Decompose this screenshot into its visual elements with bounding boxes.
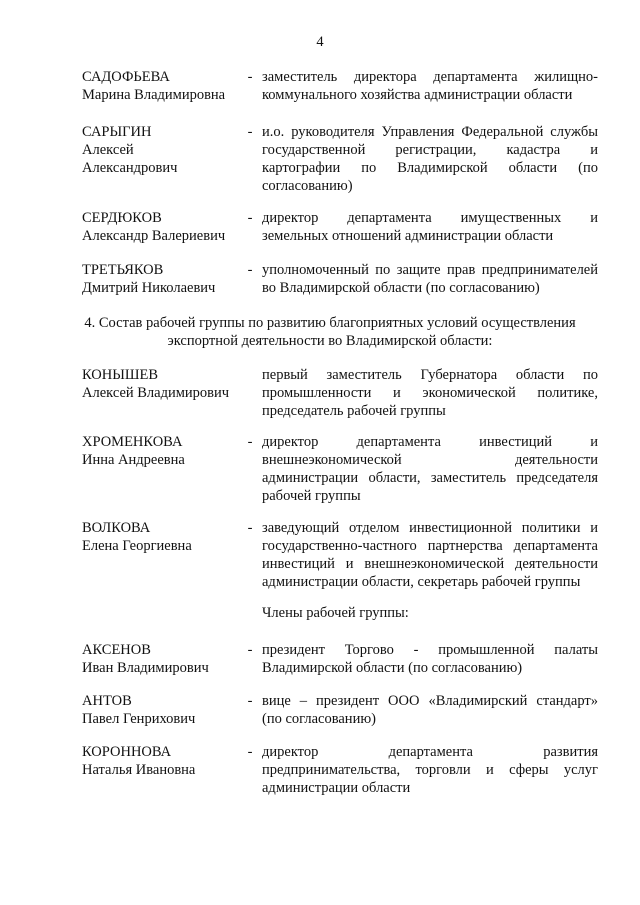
desc-line: инвестиций и внешнеэкономической деятельности <box>262 556 598 572</box>
desc-line: директор департамента инвестиций и <box>262 434 598 450</box>
desc-line: вице – президент ООО «Владимирский стандарт» <box>262 693 598 709</box>
position-description <box>262 68 598 104</box>
dash-separator: - <box>247 210 253 226</box>
person-name <box>82 366 242 402</box>
desc-line: картографии по Владимирской области (по <box>262 160 598 176</box>
position-description <box>262 366 598 420</box>
desc-line: внешнеэкономической деятельности <box>262 452 598 468</box>
desc-line: государственно-частного партнерства департамента <box>262 538 598 554</box>
person-name <box>82 519 242 555</box>
position-description <box>262 209 598 245</box>
dash-separator: - <box>247 124 253 140</box>
dash-separator: - <box>247 744 253 760</box>
dash-separator: - <box>247 642 253 658</box>
person-name <box>82 261 242 297</box>
surname: АКСЕНОВ <box>82 642 151 658</box>
desc-line: коммунального хозяйства администрации области <box>262 87 573 103</box>
desc-line: земельных отношений администрации области <box>262 228 554 244</box>
position-description <box>262 743 598 797</box>
surname: САДОФЬЕВА <box>82 69 170 85</box>
desc-line: директор департамента развития <box>262 744 598 760</box>
desc-line: заместитель директора департамента жилищно- <box>262 69 598 85</box>
page-number: 4 <box>316 34 324 50</box>
desc-line: первый заместитель Губернатора области по <box>262 367 598 383</box>
desc-line: президент Торгово - промышленной палаты <box>262 642 598 658</box>
desc-line: заведующий отделом инвестиционной политики и <box>262 520 598 536</box>
surname: ХРОМЕНКОВА <box>82 434 183 450</box>
position-description <box>262 123 598 195</box>
given-name: Инна Андреевна <box>82 452 185 468</box>
section-heading <box>60 314 600 350</box>
desc-line: председатель рабочей группы <box>262 403 446 419</box>
position-description <box>262 692 598 728</box>
desc-line: администрации области, секретарь рабочей группы <box>262 574 581 590</box>
position-description <box>262 641 598 677</box>
surname: КОРОННОВА <box>82 744 172 760</box>
desc-line: рабочей группы <box>262 488 361 504</box>
surname: ТРЕТЬЯКОВ <box>82 262 164 278</box>
person-name <box>82 692 242 728</box>
surname: ВОЛКОВА <box>82 520 151 536</box>
person-name <box>82 123 242 177</box>
desc-line: предпринимательства, торговли и сферы услуг <box>262 762 598 778</box>
desc-line: промышленности и экономической политике, <box>262 385 598 401</box>
person-name <box>82 743 242 779</box>
dash-separator: - <box>247 262 253 278</box>
dash-separator: - <box>247 69 253 85</box>
given-name: Алексей Владимирович <box>82 385 230 401</box>
surname: САРЫГИН <box>82 124 152 140</box>
person-name <box>82 433 242 469</box>
dash-separator: - <box>247 434 253 450</box>
person-name <box>82 68 242 104</box>
desc-line: Владимирской области (по согласованию) <box>262 660 523 676</box>
desc-line: администрации области, заместитель председателя <box>262 470 598 486</box>
desc-line: администрации области <box>262 780 411 796</box>
given-name: Иван Владимирович <box>82 660 209 676</box>
desc-line: и.о. руководителя Управления Федеральной службы <box>262 124 598 140</box>
given-name: Марина Владимировна <box>82 87 226 103</box>
given-name: Александрович <box>82 160 178 176</box>
position-description <box>262 519 598 591</box>
surname: АНТОВ <box>82 693 132 709</box>
person-name <box>82 209 242 245</box>
desc-line: государственной регистрации, кадастра и <box>262 142 598 158</box>
desc-line: уполномоченный по защите прав предпринимателей <box>262 262 598 278</box>
desc-line: (по согласованию) <box>262 711 376 727</box>
given-name: Алексей <box>82 142 134 158</box>
desc-line: согласованию) <box>262 178 353 194</box>
given-name: Наталья Ивановна <box>82 762 196 778</box>
surname: КОНЫШЕВ <box>82 367 159 383</box>
person-name <box>82 641 242 677</box>
members-label: Члены рабочей группы: <box>262 605 409 621</box>
position-description <box>262 261 598 297</box>
position-description <box>262 433 598 505</box>
heading-line: 4. Состав рабочей группы по развитию благоприятных условий осуществления <box>84 315 576 331</box>
given-name: Дмитрий Николаевич <box>82 280 216 296</box>
given-name: Елена Георгиевна <box>82 538 192 554</box>
heading-line: экспортной деятельности во Владимирской области: <box>167 333 493 349</box>
desc-line: во Владимирской области (по согласованию) <box>262 280 540 296</box>
surname: СЕРДЮКОВ <box>82 210 162 226</box>
given-name: Павел Генрихович <box>82 711 196 727</box>
dash-separator: - <box>247 693 253 709</box>
dash-separator: - <box>247 520 253 536</box>
given-name: Александр Валериевич <box>82 228 226 244</box>
desc-line: директор департамента имущественных и <box>262 210 598 226</box>
